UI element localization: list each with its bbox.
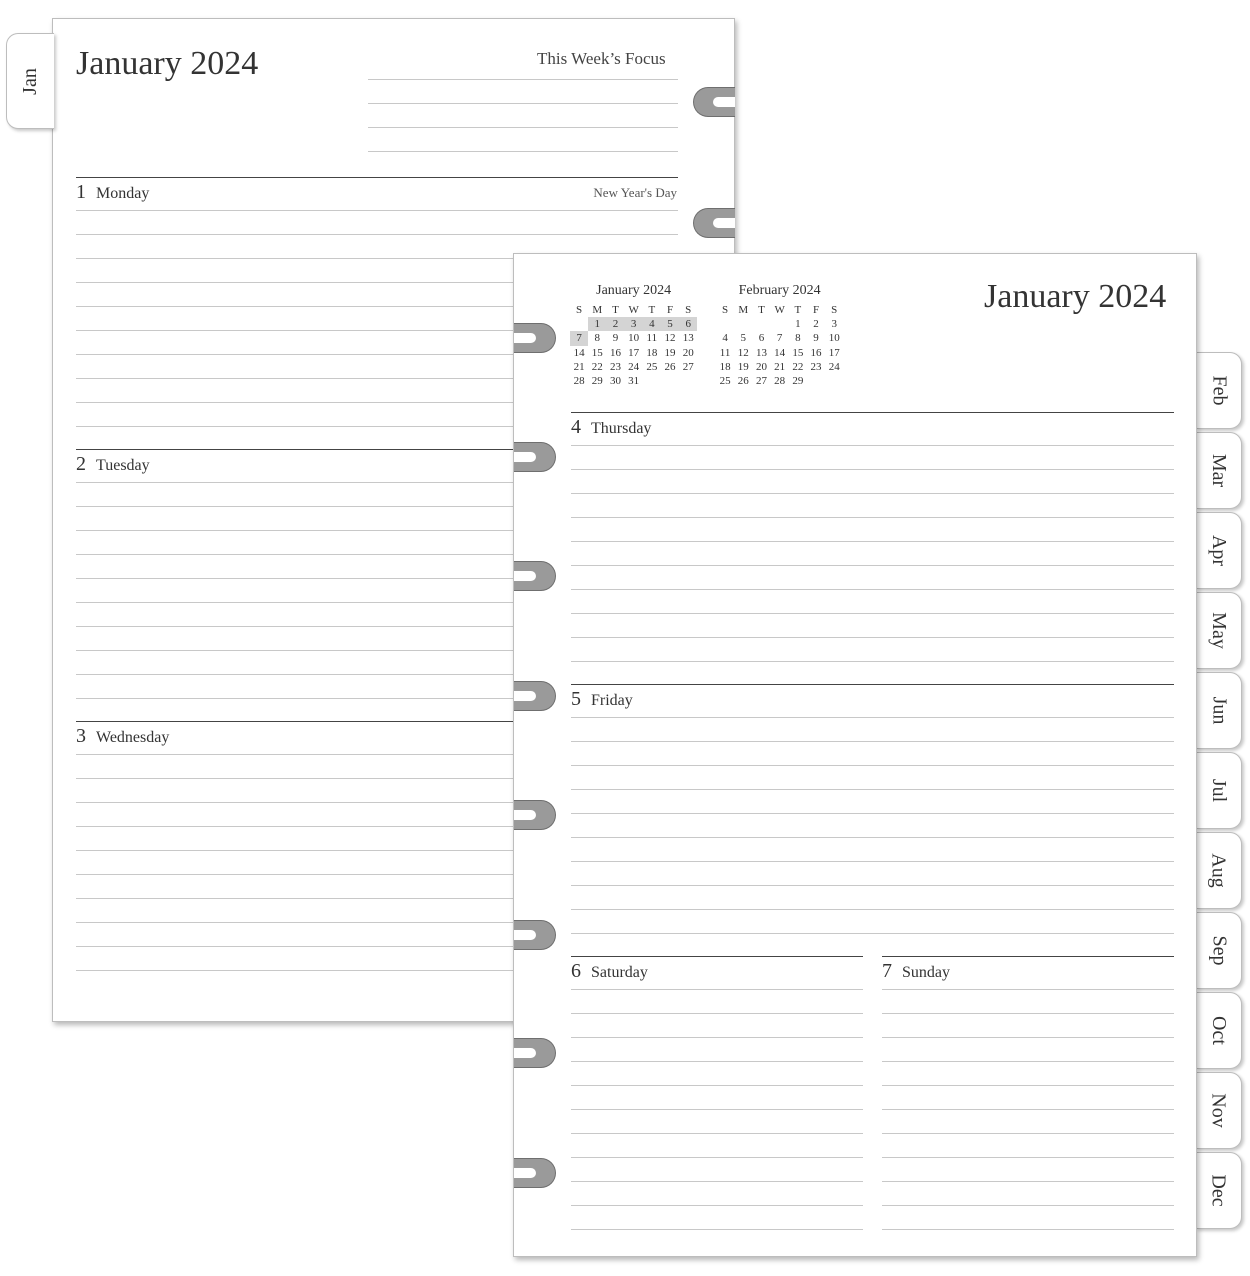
mini-calendar-title: February 2024	[738, 283, 821, 298]
day-number: 2	[76, 453, 86, 475]
day-divider	[571, 684, 1174, 685]
calendar-date[interactable]: 30	[609, 374, 621, 387]
calendar-date[interactable]: 6	[679, 317, 697, 331]
day-name: Thursday	[591, 420, 652, 437]
calendar-date[interactable]: 10	[628, 332, 640, 345]
calendar-date[interactable]: 18	[719, 360, 731, 373]
calendar-date[interactable]: 6	[758, 332, 765, 345]
calendar-date[interactable]: 19	[737, 360, 749, 373]
calendar-date[interactable]: 3	[625, 317, 643, 331]
writing-line[interactable]	[571, 565, 1174, 566]
writing-line[interactable]	[571, 613, 1174, 614]
binding-disc	[693, 208, 735, 238]
tab-feb[interactable]	[1196, 352, 1242, 429]
writing-line[interactable]	[882, 1157, 1174, 1158]
calendar-empty	[570, 317, 588, 331]
calendar-empty	[679, 374, 697, 388]
calendar-date[interactable]: 13	[755, 346, 767, 359]
calendar-date[interactable]: 14	[573, 346, 585, 359]
day-name: Tuesday	[96, 457, 150, 474]
tab-nov[interactable]	[1196, 1072, 1242, 1149]
weekday-header: S	[831, 304, 838, 316]
binding-disc	[514, 1158, 556, 1188]
calendar-date[interactable]: 16	[810, 346, 822, 359]
calendar-date[interactable]: 15	[591, 346, 603, 359]
calendar-date[interactable]: 2	[813, 318, 819, 331]
calendar-date[interactable]: 20	[682, 346, 694, 359]
writing-line[interactable]	[571, 765, 1174, 766]
focus-line[interactable]	[368, 79, 678, 80]
weekday-header: S	[722, 304, 729, 316]
calendar-date[interactable]: 5	[740, 332, 747, 345]
calendar-date[interactable]: 23	[609, 360, 621, 373]
tab-label: Nov	[1207, 1093, 1230, 1128]
day-name: Saturday	[591, 964, 648, 981]
writing-line[interactable]	[882, 1229, 1174, 1230]
day-header	[571, 416, 651, 439]
writing-line[interactable]	[76, 234, 678, 235]
calendar-date[interactable]: 21	[573, 360, 585, 373]
mini-calendar-grid	[570, 303, 697, 388]
mini-calendar-title: January 2024	[596, 283, 672, 298]
day-name: Friday	[591, 692, 633, 709]
calendar-date[interactable]: 23	[810, 360, 822, 373]
writing-line[interactable]	[571, 589, 1174, 590]
writing-line[interactable]	[882, 1085, 1174, 1086]
writing-line[interactable]	[571, 469, 1174, 470]
weekday-header: T	[612, 304, 619, 316]
day-name: Monday	[96, 185, 150, 202]
calendar-date[interactable]: 17	[628, 346, 640, 359]
calendar-date[interactable]: 9	[612, 332, 619, 345]
calendar-date[interactable]: 7	[776, 332, 783, 345]
writing-line[interactable]	[571, 517, 1174, 518]
tab-jul[interactable]	[1196, 752, 1242, 829]
writing-line[interactable]	[571, 909, 1174, 910]
writing-line[interactable]	[571, 541, 1174, 542]
writing-line[interactable]	[571, 789, 1174, 790]
calendar-date[interactable]: 8	[594, 332, 601, 345]
calendar-date[interactable]: 4	[722, 332, 728, 345]
calendar-date[interactable]: 22	[792, 360, 804, 373]
writing-line[interactable]	[571, 1085, 863, 1086]
calendar-date[interactable]: 8	[795, 332, 801, 345]
tab-label: Sep	[1208, 935, 1230, 966]
tab-label: Jul	[1208, 778, 1230, 803]
binding-disc	[514, 442, 556, 472]
weekday-header: M	[738, 304, 749, 316]
calendar-date[interactable]: 15	[792, 346, 804, 359]
calendar-date[interactable]: 28	[774, 374, 786, 387]
writing-line[interactable]	[571, 1205, 863, 1206]
tab-label: Feb	[1208, 375, 1230, 406]
calendar-date[interactable]: 18	[646, 346, 658, 359]
calendar-date[interactable]: 20	[755, 360, 767, 373]
day-header	[76, 453, 150, 476]
writing-line[interactable]	[571, 837, 1174, 838]
mini-calendar-february	[716, 283, 843, 388]
calendar-empty	[771, 317, 789, 331]
weekday-header: T	[758, 304, 765, 316]
writing-line[interactable]	[571, 1157, 863, 1158]
tab-label: Mar	[1207, 453, 1230, 488]
day-name: Wednesday	[96, 729, 170, 746]
weekday-header: T	[794, 304, 802, 316]
calendar-date[interactable]: 4	[643, 317, 661, 331]
weekly-focus-label: This Week’s Focus	[537, 49, 666, 68]
day-number: 1	[76, 181, 86, 203]
calendar-date[interactable]: 9	[813, 332, 819, 345]
binding-disc	[514, 323, 556, 353]
weekday-header: F	[812, 304, 820, 316]
day-number: 4	[571, 416, 581, 438]
calendar-empty	[825, 374, 843, 388]
binding-disc	[514, 800, 556, 830]
calendar-date[interactable]: 27	[755, 374, 767, 387]
day-divider	[76, 177, 678, 178]
tab-oct[interactable]	[1196, 992, 1242, 1069]
calendar-date[interactable]: 31	[628, 374, 640, 387]
calendar-empty	[661, 374, 679, 388]
weekday-header: W	[628, 304, 639, 316]
writing-line[interactable]	[571, 813, 1174, 814]
calendar-date[interactable]: 25	[719, 374, 731, 387]
day-header	[571, 688, 633, 711]
tab-aug[interactable]	[1196, 832, 1242, 909]
tab-dec[interactable]	[1196, 1152, 1242, 1229]
focus-line[interactable]	[368, 151, 678, 152]
day-header	[76, 725, 169, 748]
weekday-header: M	[592, 304, 603, 316]
focus-line[interactable]	[368, 127, 678, 128]
weekday-header: T	[648, 304, 656, 316]
tab-jun[interactable]	[1196, 672, 1242, 749]
tab-label: Oct	[1207, 1016, 1230, 1045]
binding-disc	[514, 920, 556, 950]
writing-line[interactable]	[571, 861, 1174, 862]
writing-line[interactable]	[76, 210, 678, 211]
calendar-empty	[716, 317, 734, 331]
writing-line[interactable]	[571, 885, 1174, 886]
calendar-date[interactable]: 12	[664, 332, 676, 345]
calendar-date[interactable]: 29	[792, 374, 804, 387]
holiday-note: New Year's Day	[593, 185, 677, 200]
calendar-date[interactable]: 11	[719, 346, 731, 359]
calendar-date[interactable]: 28	[573, 374, 585, 387]
writing-line[interactable]	[882, 1133, 1174, 1134]
calendar-date[interactable]: 16	[609, 346, 621, 359]
day-number: 7	[882, 960, 892, 982]
writing-line[interactable]	[882, 1109, 1174, 1110]
calendar-empty	[752, 317, 770, 331]
binding-disc	[514, 1038, 556, 1068]
calendar-date[interactable]: 7	[570, 331, 588, 345]
day-header	[571, 960, 648, 983]
calendar-date[interactable]: 26	[737, 374, 749, 387]
calendar-date[interactable]: 11	[646, 332, 658, 345]
writing-line[interactable]	[882, 989, 1174, 990]
tab-label: Aug	[1207, 853, 1230, 888]
tab-apr[interactable]	[1196, 512, 1242, 589]
day-header	[882, 960, 950, 983]
writing-line[interactable]	[571, 493, 1174, 494]
writing-line[interactable]	[882, 1037, 1174, 1038]
tab-sep[interactable]	[1196, 912, 1242, 989]
writing-line[interactable]	[882, 1061, 1174, 1062]
weekday-header: F	[666, 304, 674, 316]
calendar-date[interactable]: 27	[682, 360, 694, 373]
writing-line[interactable]	[571, 717, 1174, 718]
calendar-date[interactable]: 3	[831, 318, 837, 331]
calendar-date[interactable]: 1	[795, 318, 801, 331]
calendar-date[interactable]: 22	[591, 360, 603, 373]
mini-calendar-grid	[716, 303, 843, 388]
writing-line[interactable]	[571, 1061, 863, 1062]
tab-label: Jun	[1207, 696, 1230, 725]
calendar-date[interactable]: 12	[737, 346, 749, 359]
tab-jan[interactable]	[6, 33, 54, 129]
writing-line[interactable]	[571, 741, 1174, 742]
writing-line[interactable]	[571, 1133, 863, 1134]
weekday-header: S	[685, 304, 692, 316]
writing-line[interactable]	[571, 989, 863, 990]
tab-may[interactable]	[1196, 592, 1242, 669]
tab-label: Apr	[1207, 534, 1230, 567]
calendar-date[interactable]: 26	[664, 360, 676, 373]
day-header	[76, 181, 149, 204]
page-title: January 2024	[984, 278, 1167, 315]
calendar-date[interactable]: 10	[828, 332, 840, 345]
calendar-date[interactable]: 17	[828, 346, 840, 359]
writing-line[interactable]	[882, 1181, 1174, 1182]
day-number: 6	[571, 960, 581, 982]
writing-line[interactable]	[571, 1037, 863, 1038]
weekday-header: S	[576, 304, 583, 316]
calendar-date[interactable]: 13	[682, 332, 694, 345]
day-number: 5	[571, 688, 581, 710]
calendar-date[interactable]: 24	[628, 360, 640, 373]
focus-line[interactable]	[368, 103, 678, 104]
calendar-date[interactable]: 5	[661, 317, 679, 331]
writing-line[interactable]	[882, 1205, 1174, 1206]
calendar-empty	[734, 317, 752, 331]
binding-disc	[514, 681, 556, 711]
writing-line[interactable]	[571, 637, 1174, 638]
writing-line[interactable]	[571, 1109, 863, 1110]
tab-label: Jan	[18, 67, 41, 95]
calendar-date[interactable]: 25	[646, 360, 658, 373]
day-divider	[882, 956, 1174, 957]
calendar-date[interactable]: 19	[664, 346, 676, 359]
writing-line[interactable]	[571, 933, 1174, 934]
calendar-empty	[807, 374, 825, 388]
weekday-header: W	[774, 304, 785, 316]
day-divider	[571, 956, 863, 957]
calendar-date[interactable]: 29	[591, 374, 603, 387]
writing-line[interactable]	[571, 1013, 863, 1014]
page-title: January 2024	[76, 45, 259, 82]
writing-line[interactable]	[571, 1181, 863, 1182]
calendar-date[interactable]: 24	[828, 360, 840, 373]
calendar-date[interactable]: 14	[774, 346, 786, 359]
tab-label: Dec	[1207, 1174, 1230, 1207]
writing-line[interactable]	[571, 1229, 863, 1230]
day-divider	[571, 412, 1174, 413]
writing-line[interactable]	[571, 445, 1174, 446]
binding-disc	[693, 87, 735, 117]
writing-line[interactable]	[571, 661, 1174, 662]
day-name: Sunday	[902, 964, 950, 981]
calendar-date[interactable]: 21	[774, 360, 786, 373]
writing-line[interactable]	[882, 1013, 1174, 1014]
day-number: 3	[76, 725, 86, 747]
tab-mar[interactable]	[1196, 432, 1242, 509]
calendar-empty	[643, 374, 661, 388]
binding-disc	[514, 561, 556, 591]
calendar-date[interactable]: 1	[588, 317, 606, 331]
calendar-date[interactable]: 2	[606, 317, 624, 331]
mini-calendar-january	[570, 283, 697, 388]
weekly-page-right	[513, 253, 1197, 1257]
tab-label: May	[1207, 612, 1230, 649]
